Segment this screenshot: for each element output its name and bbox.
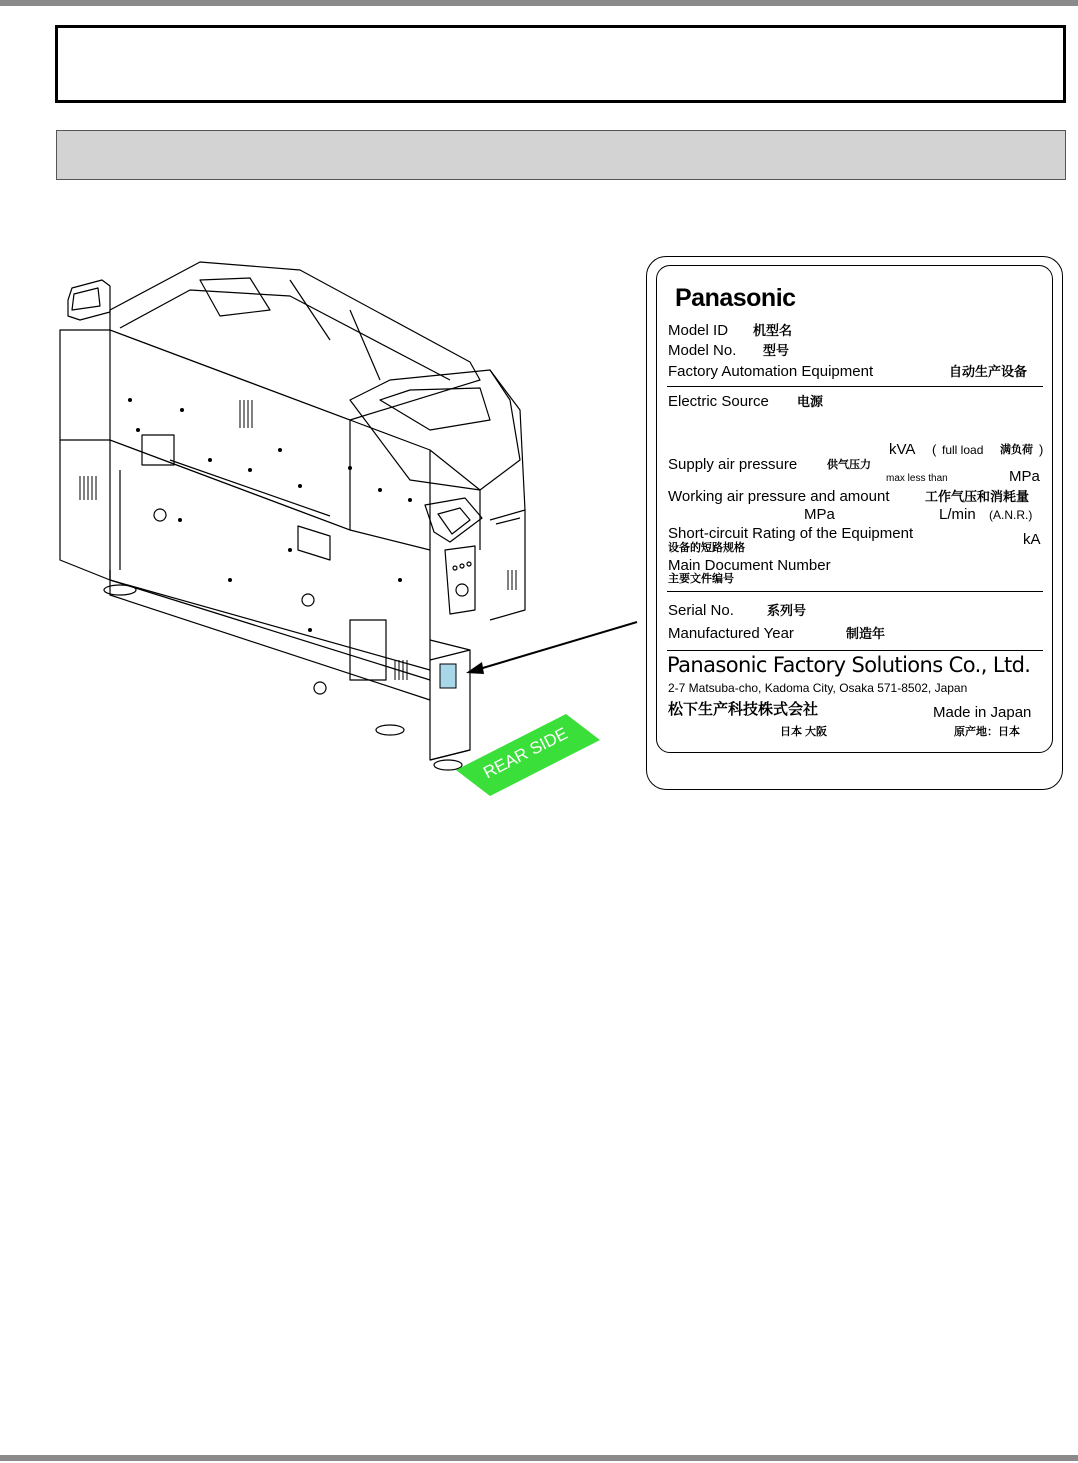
model-no-label: Model No. (668, 342, 737, 359)
working-air-lmin-unit: L/min (939, 506, 976, 523)
model-no-label-zh: 型号 (763, 343, 790, 358)
short-circuit-unit: kA (1023, 531, 1041, 548)
supply-air-label: Supply air pressure (668, 456, 798, 473)
origin-zh: 原产地：日本 (954, 726, 1020, 738)
kva-unit: kVA (889, 441, 916, 458)
manufactured-year-label: Manufactured Year (668, 625, 794, 642)
manufactured-year-label-zh: 制造年 (846, 626, 886, 641)
short-circuit-label: Short-circuit Rating of the Equipment (668, 525, 914, 542)
working-air-label-zh: 工作气压和消耗量 (925, 489, 1030, 504)
divider-1 (667, 386, 1043, 387)
full-load-label-zh: 满负荷 (1000, 444, 1033, 456)
supply-air-unit: MPa (1009, 468, 1040, 485)
main-document-label: Main Document Number (668, 557, 831, 574)
made-in-japan-label: Made in Japan (933, 704, 1032, 721)
company-name-zh: 松下生产科技株式会社 (668, 701, 819, 718)
company-name: Panasonic Factory Solutions Co., Ltd. (667, 653, 1031, 677)
working-air-label: Working air pressure and amount (668, 488, 890, 505)
nameplate (646, 256, 1063, 790)
divider-3 (667, 650, 1043, 651)
bottom-rule (0, 1455, 1078, 1461)
rear-side-text: REAR SIDE (480, 723, 571, 783)
full-load-label: full load (942, 443, 984, 457)
supply-air-label-zh: 供气压力 (827, 459, 871, 471)
electric-source-label-zh: 电源 (797, 394, 824, 409)
electric-source-label: Electric Source (668, 393, 769, 410)
main-document-label-zh: 主要文件编号 (668, 573, 734, 585)
kva-paren-close: ) (1039, 442, 1044, 457)
equipment-label: Factory Automation Equipment (668, 363, 874, 380)
equipment-label-zh: 自动生产设备 (949, 364, 1028, 379)
short-circuit-label-zh: 设备的短路规格 (668, 542, 745, 554)
kva-paren-open: ( (932, 442, 937, 457)
model-id-label-zh: 机型名 (753, 323, 793, 338)
max-less-than-label: max less than (886, 473, 948, 484)
model-id-label: Model ID (668, 322, 729, 339)
working-air-mpa-unit: MPa (804, 506, 835, 523)
company-address: 2-7 Matsuba-cho, Kadoma City, Osaka 571-8502, Japan (668, 681, 968, 695)
anr-label: (A.N.R.) (989, 508, 1033, 522)
serial-no-label-zh: 系列号 (767, 603, 807, 618)
city-zh: 日本 大阪 (780, 726, 828, 738)
serial-no-label: Serial No. (668, 602, 734, 619)
brand-logo: Panasonic (675, 284, 796, 312)
divider-2 (667, 591, 1043, 592)
